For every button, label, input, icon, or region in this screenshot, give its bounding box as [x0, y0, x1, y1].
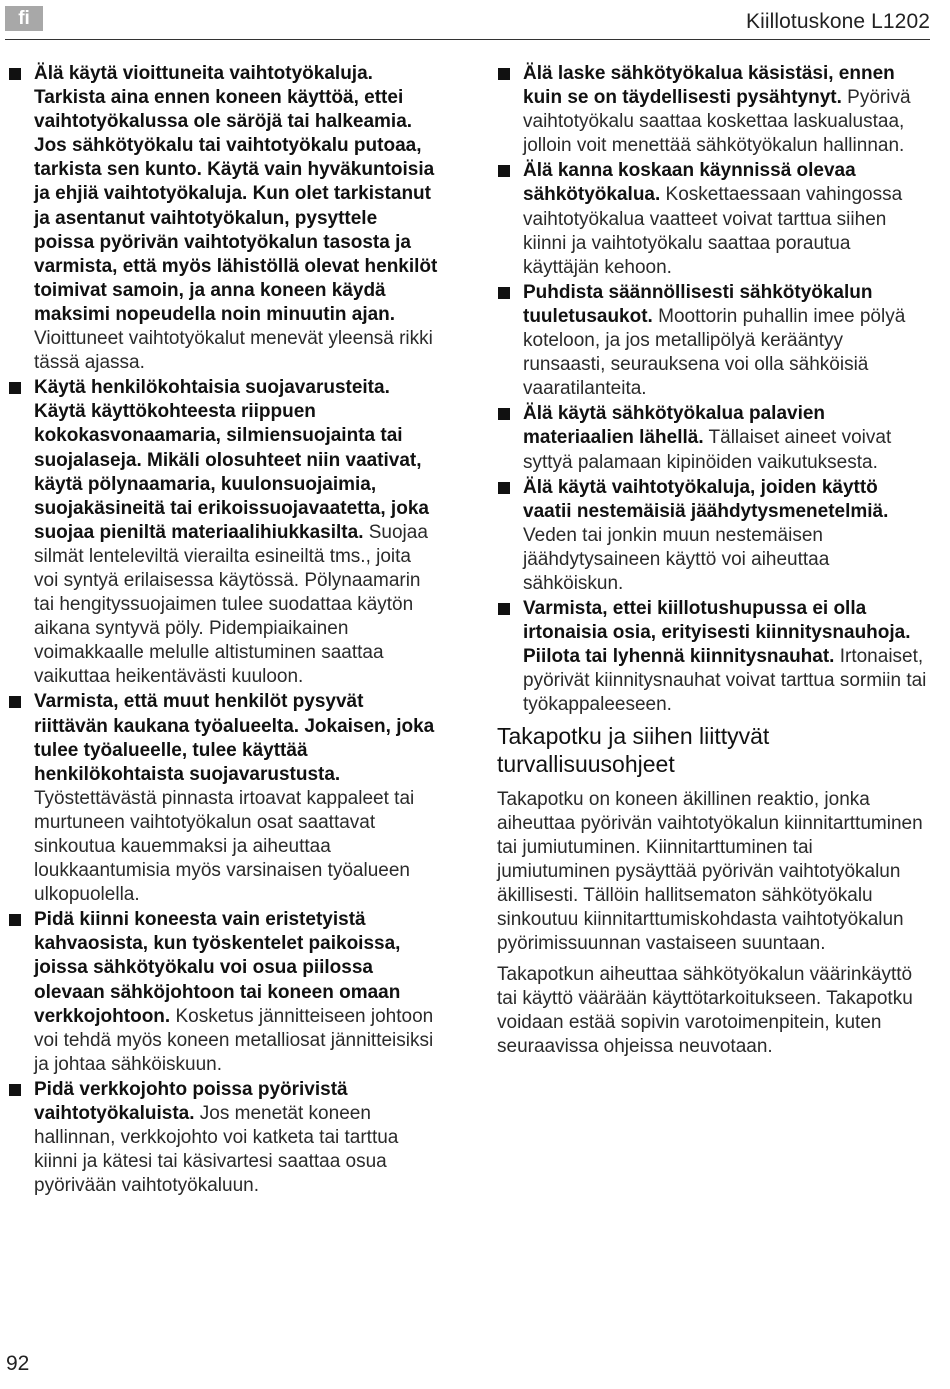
list-item [8, 908, 438, 1077]
list-item [497, 159, 929, 279]
left-column [8, 62, 438, 1199]
list-item [497, 62, 929, 158]
item-bold-text: Pidä verkkojohto poissa pyörivistä vaihtotyökaluista. [34, 1078, 348, 1125]
item-normal-text: Työstettävästä pinnasta irtoavat kappaleet tai murtuneen vaihtotyökalun osat saattavat sinkoutua kauemmaksi ja aiheuttaa loukkaantumisia myös varsinaisen työalueen ulkopuolella. [34, 787, 415, 906]
item-normal-text: Irtonaiset, pyörivät kiinnitysnauhat voivat tarttua sormiin tai työkappaleeseen. [523, 646, 927, 716]
square-bullet-icon [9, 382, 21, 394]
item-normal-text: Pyörivä vaihtotyökalu saattaa koskettaa laskualustaa, jolloin voit menettää sähkötyökalun hallinnan. [523, 87, 911, 157]
item-normal-text: Jos menetät koneen hallinnan, verkkojohto voi katketa tai tarttua kiinni ja kätesi tai käsivartesi saattaa osua pyörivään vaihtotyökaluun. [34, 1103, 399, 1197]
square-bullet-icon [9, 914, 21, 926]
item-normal-text: Moottorin puhallin imee pölyä koteloon, ja jos metallipölyä kerääntyy runsaasti, seurauksena voi olla sähköisiä vaaratilanteita. [523, 305, 906, 400]
page-header [0, 0, 950, 42]
list-item [8, 376, 438, 689]
square-bullet-icon [498, 408, 510, 420]
item-bold-text: Älä käytä sähkötyökalua palavien materiaalien lähellä. [523, 403, 826, 449]
square-bullet-icon [9, 696, 21, 708]
item-bold-text: Käytä henkilökohtaisia suojavarusteita. Käytä käyttökohteesta riippuen kokokasvonaamaria, silmiensuojainta tai suojalaseja. Mikäli olosuhteet niin vaativat, käytä pölynaamaria, kuulonsuojaimia, suojakäsineitä tai erikoissuojavaatetta, joka suojaa pieniltä materiaalihiukkasilta. [34, 377, 429, 543]
list-item [8, 690, 438, 907]
item-normal-text: Veden tai jonkin muun nestemäisen jäähdytysaineen käyttö voi aiheuttaa sähköiskun. [523, 524, 830, 594]
header-divider [5, 39, 930, 40]
square-bullet-icon [498, 68, 510, 80]
language-badge: fi [5, 6, 43, 31]
square-bullet-icon [498, 603, 510, 615]
item-bold-text: Puhdista säännöllisesti sähkötyökalun tuuletusaukot. [523, 281, 873, 327]
item-bold-text: Älä käytä vaihtotyökaluja, joiden käyttö vaatii nestemäisiä jäähdytysmenetelmiä. [523, 476, 889, 522]
square-bullet-icon [498, 287, 510, 299]
item-bold-text: Varmista, ettei kiillotushupussa ei olla irtonaisia osia, erityisesti kiinnitysnauhoja. Piilota tai lyhennä kiinnitysnauhat. [523, 598, 911, 668]
item-normal-text: Vioittuneet vaihtotyökalut menevät yleensä rikki tässä ajassa. [34, 328, 433, 374]
list-item [8, 62, 438, 375]
square-bullet-icon [9, 68, 21, 80]
list-item [497, 476, 929, 596]
item-normal-text: Suojaa silmät lenteleviltä vierailta esineiltä tms., joita voi syntyä erilaisessa käytössä. Pölynaamarin tai hengityssuojaimen tulee suodattaa käytön aikana syntyvä pöly. Pidempiaikainen voimakkaalle melulle altistuminen saattaa vaikuttaa heikentävästi kuuloon. [34, 521, 428, 688]
list-item [8, 1078, 438, 1198]
list-item [497, 281, 929, 401]
paragraph: Takapotkun aiheuttaa sähkötyökalun väärinkäyttö tai käyttö väärään käyttötarkoitukseen. Takapotku voidaan estää sopivin varotoimenpitein, kuten seuraavissa ohjeissa neuvotaan. [497, 964, 913, 1058]
document-title: Kiillotuskone L1202 [745, 10, 930, 33]
page-number: 92 [6, 1352, 30, 1375]
item-normal-text: Koskettaessaan vahingossa vaihtotyökalua vaatteet voivat tarttua siihen kiinni ja vaihtotyökalu saattaa porautua käyttäjän kehoon. [523, 184, 903, 278]
square-bullet-icon [498, 165, 510, 177]
item-normal-text: Kosketus jännitteiseen johtoon voi tehdä myös koneen metalliosat jännitteisiksi ja johtaa sähköiskuun. [34, 1005, 434, 1075]
item-bold-text: Älä laske sähkötyökalua käsistäsi, ennen kuin se on täydellisesti pysähtynyt. [523, 63, 895, 109]
section-heading: Takapotku ja siihen liittyvät turvallisuusohjeet [497, 722, 770, 777]
right-column [497, 62, 929, 1067]
square-bullet-icon [9, 1084, 21, 1096]
list-item [497, 597, 929, 717]
item-bold-text: Älä kanna koskaan käynnissä olevaa sähkötyökalua. [523, 160, 856, 206]
list-item [497, 402, 929, 474]
square-bullet-icon [498, 482, 510, 494]
item-bold-text: Pidä kiinni koneesta vain eristetyistä kahvaosista, kun työskentelet paikoissa, joissa sähkötyökalu voi osua piilossa olevaan sähköjohtoon tai koneen omaan verkkojohtoon. [34, 909, 401, 1027]
item-bold-text: Älä käytä vioittuneita vaihtotyökaluja. Tarkista aina ennen koneen käyttöä, ettei vaihtotyökalussa ole säröjä tai halkeamia. Jos sähkötyökalu tai vaihtotyökalu putoaa, tarkista sen kunto. Käytä vain hyväkuntoisia ja ehjiä vaihtotyökaluja. Kun olet tarkistanut ja asentanut vaihtotyökalun, pysyttele poissa pyörivän vaihtotyökalun tasosta ja varmista, että myös lähistöllä olevat henkilöt toimivat samoin, ja anna koneen käydä maksimi nopeudella noin minuutin ajan. [34, 63, 438, 325]
item-bold-text: Varmista, että muut henkilöt pysyvät riittävän kaukana työalueelta. Jokaisen, joka tulee työalueelle, tulee käyttää henkilökohtaista suojavarustusta. [34, 691, 435, 785]
item-normal-text: Tällaiset aineet voivat syttyä palamaan kipinöiden vaikutuksesta. [523, 427, 892, 473]
paragraph: Takapotku on koneen äkillinen reaktio, jonka aiheuttaa pyörivän vaihtotyökalun kiinnitarttuminen tai jumiutuminen. Kiinnitarttuminen tai jumiutuminen pysäyttää pyörivän vaihtotyökalun äkillisesti. Tällöin hallitsematon sähkötyökalu sinkoutuu kiinnitarttumiskohdasta vaihtotyökalun pyörimissuunnan vastaiseen suuntaan. [497, 788, 923, 955]
